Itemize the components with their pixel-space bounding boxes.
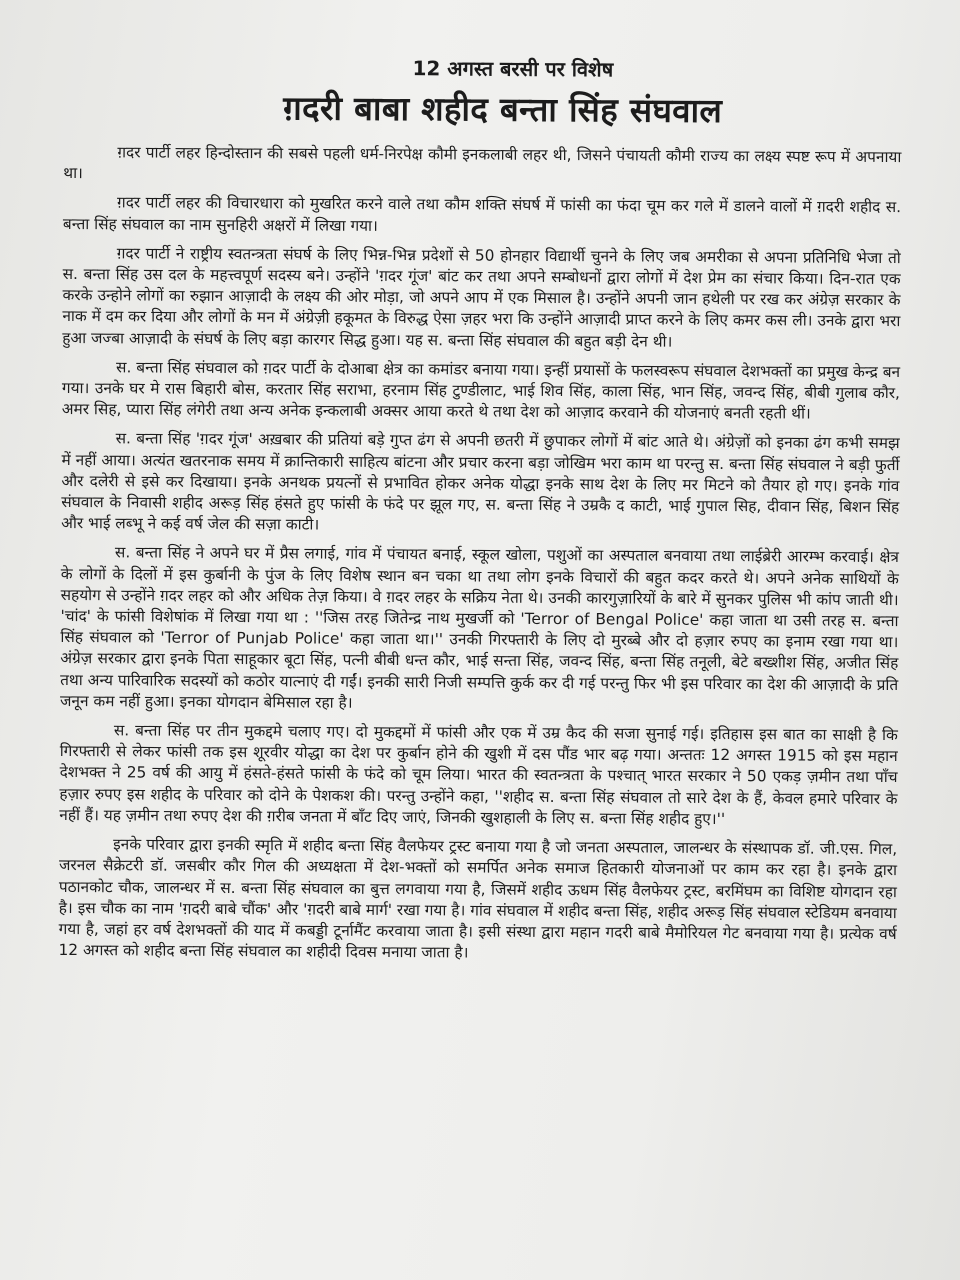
paragraph-5: स. बन्ता सिंह 'ग़दर गूंज' अख़बार की प्रतियां बड़े गुप्त ढंग से अपनी छतरी में छुपाकर लोगों में बांट आते थे। अंग्रेज़ों को इनका ढंग कभी समझ में नहीं आया। अत्यंत खतरनाक समय में क्रान्तिकारी साहित्य बांटना और प्रचार करना बड़ा जोखिम भरा काम था परन्तु स. बन्ता सिंह संघवाल ने बड़ी फुर्ती और दलेरी से इसे कर दिखाया। इनके अनथक प्रयत्नों से प्रभावित होकर अनेक योद्धा इनके साथ देश के लिए मर मिटने को तैयार हो गए। इनके गांव संघवाल के निवासी शहीद अरूड़ सिंह हंसते हुए फांसी के फंदे पर झूल गए, स. बन्ता सिंह ने उम्रकै द काटी, भाई गुपाल सिह, दीवान सिंह, बिशन सिंह और भाई लब्भू ने कई वर्ष जेल की सज़ा काटी। (61, 429, 900, 534)
paragraph-8: इनके परिवार द्वारा इनकी स्मृति में शहीद बन्ता सिंह वैलफेयर ट्रस्ट बनाया गया है जो जनता अस्पताल, जालन्धर के संस्थापक डॉ. जी.एस. गिल, जरनल सैक्रेटरी डॉ. जसबीर कौर गिल की अध्यक्षता में देश-भक्तों को समर्पित अनेक समाज हितकारी योजनाओं पर काम कर रहा है। इनके द्वारा पठानकोट चौक, जालन्धर में स. बन्ता सिंह संघवाल का बुत्त लगवाया गया है, जिसमें शहीद ऊधम सिंह वैलफेयर ट्रस्ट, बरमिंघम का विशिष्ट योगदान रहा है। इस चौक का नाम 'ग़दरी बाबे चौंक' और 'ग़दरी बाबे मार्ग' रखा गया है। गांव संघवाल में शहीद बन्ता सिंह, शहीद अरूड़ सिंह संघवाल स्टेडियम बनवाया गया है, जहां हर वर्ष देशभक्तों की याद में कबड्डी टूर्नामैंट करवाया जाता है। इसी संस्था द्वारा महान गदरी बाबे मैमोरियल गेट बनवाया गया है। प्रत्येक वर्ष 12 अगस्त को शहीद बन्ता सिंह संघवाल का शहीदी दिवस मनाया जाता है। (58, 835, 898, 962)
paragraph-4: स. बन्ता सिंह संघवाल को ग़दर पार्टी के दोआबा क्षेत्र का कमांडर बनाया गया। इन्हीं प्रयासों के फलस्वरूप संघवाल देशभक्तों का प्रमुख केन्द्र बन गया। उनके घर मे रास बिहारी बोस, करतार सिंह सराभा, हरनाम सिंह टुण्डीलाट, भाई शिव सिंह, काला सिंह, भान सिंह, जवन्द सिंह, बीबी गुलाब कौर, अमर सिह, प्यारा सिंह लंगेरी तथा अन्य अनेक इन्कलाबी अक्सर आया करते थे तथा देश को आज़ाद करवाने की योजनाएं बनती रहती थीं। (61, 358, 901, 423)
paragraph-2: ग़दर पार्टी लहर की विचारधारा को मुखरित करने वाले तथा कौम शक्ति संघर्ष में फांसी का फंदा चूम कर गले में डालने वालों में ग़दरी शहीद स. बन्ता सिंह संघवाल का नाम सुनहिरी अक्षरों में लिखा गया। (62, 193, 902, 235)
article-subtitle: 12 अगस्त बरसी पर विशेष (412, 56, 614, 82)
article-title: ग़दरी बाबा शहीद बन्ता सिंह संघवाल (283, 88, 723, 131)
paragraph-6: स. बन्ता सिंह ने अपने घर में प्रैस लगाई, गांव में पंचायत बनाई, स्कूल खोला, पशुओं का अस्पताल बनवाया तथा लाईब्रेरी आरम्भ करवाई। क्षेत्र के लोगों के दिलों में इस कुर्बानी के पुंज के लिए विशेष स्थान बन चका था तथा लोग इनके विचारों की बहुत कदर करते थे। अपने अनेक साथियों के सहयोग से उन्होंने ग़दर लहर को और अधिक तेज़ किया। वे ग़दर लहर के सक्रिय नेता थे। उनकी कारगुज़ारियों के बारे में सुनकर पुलिस भी कांप जाती थी। 'चांद' के फांसी विशेषांक में लिखा गया था : ''जिस तरह जितेन्द्र नाथ मुखर्जी को 'Terror of Bengal Police' कहा जाता था उसी तरह स. बन्ता सिंह संघवाल को 'Terror of Punjab Police' कहा जाता था।'' उनकी गिरफ्तारी के लिए दो मुरब्बे और दो हज़ार रुपए का इनाम रखा गया था। अंग्रेज़ सरकार द्वारा इनके पिता साहूकार बूटा सिंह, पत्नी बीबी धन्त कौर, भाई सन्ता सिंह, जवन्द सिंह, बन्ता सिंह तनूली, बेटे बख्शीश सिंह, अजीत सिंह तथा अन्य पारिवारिक सदस्यों को कठोर यात्नाएं दी गईं। इनकी सारी निजी सम्पत्ति कुर्क कर दी गई परन्तु फिर भी इस परिवार का देश की आज़ादी के प्रति जनून कम नहीं हुआ। इनका योगदान बेमिसाल रहा है। (59, 543, 899, 712)
paragraph-3: ग़दर पार्टी ने राष्ट्रीय स्वतन्त्रता संघर्ष के लिए भिन्न-भिन्न प्रदेशों से 50 होनहार विद्यार्थी चुनने के लिए जब अमरीका से अपना प्रतिनिधि भेजा तो स. बन्ता सिंह उस दल के महत्त्वपूर्ण सदस्य बने। उन्होंने 'ग़दर गूंज' बांट कर तथा अपने सम्बोधनों द्वारा लोगों में देश प्रेम का संचार किया। दिन-रात एक करके उन्होने लोगों का रुझान आज़ादी के लक्ष्य की ओर मोड़ा, जो अपने आप में एक मिसाल है। उन्होंने अपनी जान हथेली पर रख कर अंग्रेज़ सरकार के नाक में दम कर दिया और लोगों के मन में अंग्रेज़ी हकूमत के विरुद्ध ऐसा ज़हर भरा कि उन्होंने आज़ादी प्राप्त करने के लिए कमर कस ली। उनके द्वारा भरा हुआ जज्बा आज़ादी के संघर्ष के लिए बड़ा कारगर सिद्ध हुआ। यह स. बन्ता सिंह संघवाल की बहुत बड़ी देन थी। (62, 244, 901, 351)
paragraph-1: ग़दर पार्टी लहर हिन्दोस्तान की सबसे पहली धर्म-निरपेक्ष कौमी इनकलाबी लहर थी, जिसने पंचायती कौमी राज्य का लक्ष्य स्पष्ट रूप में अपनाया था। (63, 143, 902, 183)
article (58, 52, 902, 974)
paragraph-7: स. बन्ता सिंह पर तीन मुकद्दमे चलाए गए। दो मुकद्दमों में फांसी और एक में उम्र कैद की सजा सुनाई गई। इतिहास इस बात का साक्षी है कि गिरफ्तारी से लेकर फांसी तक इस शूरवीर योद्धा का देश पर कुर्बान होने की खुशी में दस पौंड भार बढ़ गया। अन्ततः 12 अगस्त 1915 को इस महान देशभक्त ने 25 वर्ष की आयु में हंसते-हंसते फांसी के फंदे को चूम लिया। भारत की स्वतन्त्रता के पश्चात् भारत सरकार ने 50 एकड़ ज़मीन तथा पाँच हज़ार रुपए इस शहीद के परिवार को दोने के पेशकश की। परन्तु उन्होंने कहा, ''शहीद स. बन्ता सिंह संघवाल तो सारे देश के हैं, केवल हमारे परिवार के नहीं हैं। यह ज़मीन तथा रुपए देश की ग़रीब जनता में बाँट दिए जाएं, जिनकी खुशहाली के लिए स. बन्ता सिंह शहीद हुए।'' (59, 721, 898, 828)
